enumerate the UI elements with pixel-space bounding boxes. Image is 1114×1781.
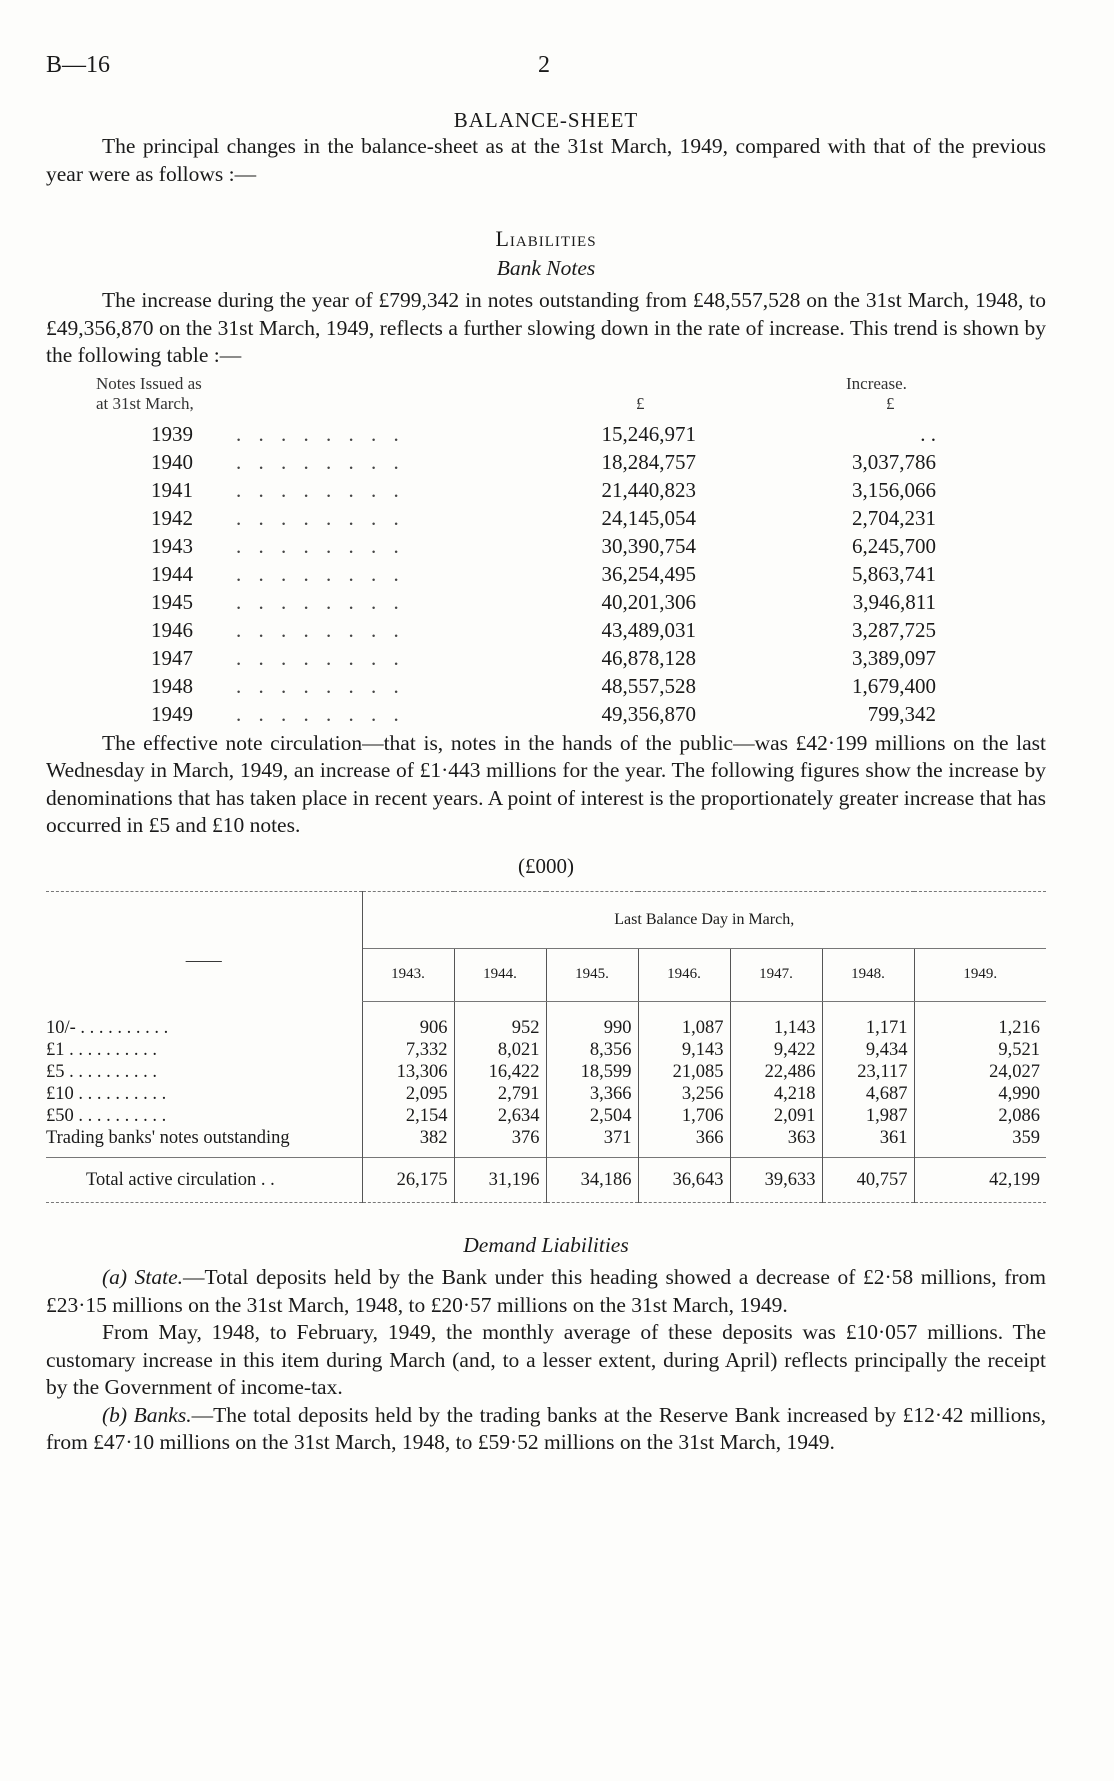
increase-cell: 3,037,786	[852, 449, 936, 474]
value-cell: 990	[546, 1017, 638, 1039]
leader-dots: . . . . . . . .	[236, 673, 405, 698]
banks-paragraph	[46, 1402, 1046, 1457]
col-head-increase-unit: £	[886, 393, 895, 413]
year-cell: 1946	[151, 617, 193, 642]
increase-cell: 5,863,741	[852, 561, 936, 586]
page-number: 2	[538, 52, 550, 78]
notes-row	[46, 450, 946, 478]
leader-dots: . . . . . . . .	[236, 533, 405, 558]
notes-row	[46, 590, 946, 618]
value-cell: 363	[730, 1127, 822, 1149]
value-cell: 9,434	[822, 1039, 914, 1061]
row-label: £10 . . . . . . . . . .	[46, 1083, 167, 1104]
notes-row	[46, 506, 946, 534]
notes-row	[46, 422, 946, 450]
leader-dots: . . . . . . . .	[236, 477, 405, 502]
year-cell: 1944	[151, 561, 193, 586]
total-cell: 36,643	[638, 1158, 730, 1203]
value-cell: 2,091	[730, 1105, 822, 1127]
value-cell: 1,987	[822, 1105, 914, 1127]
total-cell: 42,199	[914, 1158, 1046, 1203]
total-cell: 39,633	[730, 1158, 822, 1203]
denomination-table	[46, 891, 1046, 1204]
value-cell: 23,117	[822, 1061, 914, 1083]
value-cell: 382	[362, 1127, 454, 1149]
leader-dots: . . . . . . . .	[236, 505, 405, 530]
amount-cell: 30,390,754	[601, 533, 696, 558]
bank-notes-paragraph: The increase during the year of £799,342 in notes outstanding from £48,557,528 on the 31st March, 1948, to £49,356,870 on the 31st March, 1949, reflects a further slowing down in the rate of increase. This trend is shown by the following table :—	[46, 288, 1046, 367]
table-row	[46, 1083, 1046, 1105]
value-cell: 376	[454, 1127, 546, 1149]
year-cell: 1943	[151, 533, 193, 558]
table-unit: (£000)	[518, 853, 574, 878]
year-header: 1946.	[638, 948, 730, 1001]
amount-cell: 40,201,306	[601, 589, 696, 614]
state-paragraph	[46, 1264, 1046, 1319]
banks-label: (b) Banks.	[102, 1402, 192, 1427]
leader-dots: . . . . . . . .	[236, 589, 405, 614]
leader-dots: . . . . . . . .	[236, 645, 405, 670]
increase-cell: 799,342	[867, 701, 936, 726]
notes-row	[46, 618, 946, 646]
col-head-at-date: at 31st March,	[96, 393, 194, 413]
increase-cell: 3,156,066	[852, 477, 936, 502]
year-header: 1943.	[362, 948, 454, 1001]
value-cell: 1,216	[914, 1017, 1046, 1039]
year-cell: 1947	[151, 645, 193, 670]
value-cell: 4,687	[822, 1083, 914, 1105]
document-page	[46, 52, 1046, 1457]
notes-row	[46, 478, 946, 506]
state-label: (a) State.	[102, 1265, 184, 1289]
demand-liabilities-heading: Demand Liabilities	[463, 1233, 629, 1257]
amount-cell: 18,284,757	[601, 449, 696, 474]
value-cell: 24,027	[914, 1061, 1046, 1083]
amount-cell: 15,246,971	[601, 421, 696, 446]
banks-text: —The total deposits held by the trading banks at the Reserve Bank increased by £12·42 millions, from £47·10 millions on the 31st March, 1948, to £59·52 millions on the 31st March, 1949.	[46, 1402, 1046, 1454]
table-corner: ——	[46, 891, 362, 1001]
increase-cell: 1,679,400	[852, 673, 936, 698]
total-cell: 34,186	[546, 1158, 638, 1203]
year-header: 1945.	[546, 948, 638, 1001]
total-row	[46, 1158, 1046, 1203]
leader-dots: . . . . . . . .	[236, 561, 405, 586]
state-average-paragraph: From May, 1948, to February, 1949, the monthly average of these deposits was £10·057 millions. The customary increase in this item during March (and, to a lesser extent, during April) reflects principally the receipt by the Government of income-tax.	[46, 1320, 1046, 1399]
year-cell: 1939	[151, 421, 193, 446]
value-cell: 3,256	[638, 1083, 730, 1105]
year-cell: 1949	[151, 701, 193, 726]
row-label: 10/- . . . . . . . . . .	[46, 1017, 169, 1038]
increase-cell: 6,245,700	[852, 533, 936, 558]
year-cell: 1942	[151, 505, 193, 530]
liabilities-heading: Liabilities	[495, 226, 597, 251]
value-cell: 952	[454, 1017, 546, 1039]
total-cell: 31,196	[454, 1158, 546, 1203]
notes-row	[46, 646, 946, 674]
table-row	[46, 1017, 1046, 1039]
increase-cell: . .	[920, 421, 936, 446]
amount-cell: 36,254,495	[601, 561, 696, 586]
leader-dots: . . . . . . . .	[236, 617, 405, 642]
col-head-notes-issued: Notes Issued as	[96, 373, 202, 393]
value-cell: 1,706	[638, 1105, 730, 1127]
value-cell: 9,143	[638, 1039, 730, 1061]
value-cell: 4,990	[914, 1083, 1046, 1105]
total-cell: 26,175	[362, 1158, 454, 1203]
amount-cell: 43,489,031	[601, 617, 696, 642]
value-cell: 3,366	[546, 1083, 638, 1105]
amount-cell: 48,557,528	[601, 673, 696, 698]
notes-row	[46, 534, 946, 562]
col-head-increase: Increase.	[846, 373, 907, 393]
row-label: £5 . . . . . . . . . .	[46, 1061, 157, 1082]
state-text: —Total deposits held by the Bank under this heading showed a decrease of £2·58 millions, from £23·15 millions on the 31st March, 1948, to £20·57 millions on the 31st March, 1949.	[46, 1265, 1046, 1317]
year-cell: 1948	[151, 673, 193, 698]
value-cell: 906	[362, 1017, 454, 1039]
amount-cell: 21,440,823	[601, 477, 696, 502]
notes-row	[46, 702, 946, 730]
increase-cell: 3,287,725	[852, 617, 936, 642]
notes-row	[46, 562, 946, 590]
year-header: 1944.	[454, 948, 546, 1001]
col-head-amount: £	[636, 393, 645, 413]
value-cell: 8,021	[454, 1039, 546, 1061]
increase-cell: 3,389,097	[852, 645, 936, 670]
increase-cell: 3,946,811	[852, 589, 936, 614]
table-row	[46, 1039, 1046, 1061]
value-cell: 366	[638, 1127, 730, 1149]
value-cell: 1,171	[822, 1017, 914, 1039]
value-cell: 18,599	[546, 1061, 638, 1083]
bank-notes-heading: Bank Notes	[496, 256, 596, 280]
value-cell: 361	[822, 1127, 914, 1149]
row-label: Trading banks' notes outstanding	[46, 1127, 290, 1148]
value-cell: 359	[914, 1127, 1046, 1149]
value-cell: 9,422	[730, 1039, 822, 1061]
value-cell: 21,085	[638, 1061, 730, 1083]
year-header: 1948.	[822, 948, 914, 1001]
row-label: £50 . . . . . . . . . .	[46, 1105, 167, 1126]
table-row	[46, 1105, 1046, 1127]
section-title: BALANCE-SHEET	[453, 108, 639, 132]
leader-dots: . . . . . . . .	[236, 421, 405, 446]
value-cell: 2,095	[362, 1083, 454, 1105]
year-cell: 1945	[151, 589, 193, 614]
value-cell: 1,087	[638, 1017, 730, 1039]
leader-dots: . . . . . . . .	[236, 449, 405, 474]
value-cell: 2,154	[362, 1105, 454, 1127]
amount-cell: 46,878,128	[601, 645, 696, 670]
value-cell: 371	[546, 1127, 638, 1149]
value-cell: 22,486	[730, 1061, 822, 1083]
value-cell: 2,634	[454, 1105, 546, 1127]
increase-cell: 2,704,231	[852, 505, 936, 530]
amount-cell: 49,356,870	[601, 701, 696, 726]
year-header: 1947.	[730, 948, 822, 1001]
value-cell: 4,218	[730, 1083, 822, 1105]
notes-issued-table	[46, 370, 1046, 730]
value-cell: 8,356	[546, 1039, 638, 1061]
value-cell: 16,422	[454, 1061, 546, 1083]
value-cell: 13,306	[362, 1061, 454, 1083]
table-row	[46, 1127, 1046, 1149]
year-cell: 1940	[151, 449, 193, 474]
value-cell: 7,332	[362, 1039, 454, 1061]
value-cell: 2,791	[454, 1083, 546, 1105]
value-cell: 2,504	[546, 1105, 638, 1127]
circulation-paragraph: The effective note circulation—that is, notes in the hands of the public—was £42·199 millions on the last Wednesday in March, 1949, an increase of £1·443 millions for the year. The following figures show the increase by denominations that has taken place in recent years. A point of interest is the proportionately greater increase that has occurred in £5 and £10 notes.	[46, 730, 1046, 837]
total-cell: 40,757	[822, 1158, 914, 1203]
year-cell: 1941	[151, 477, 193, 502]
leader-dots: . . . . . . . .	[236, 701, 405, 726]
document-code: B—16	[46, 52, 111, 78]
total-label: Total active circulation . .	[46, 1158, 362, 1203]
value-cell: 9,521	[914, 1039, 1046, 1061]
year-header: 1949.	[914, 948, 1046, 1001]
group-header: Last Balance Day in March,	[362, 891, 1046, 948]
notes-row	[46, 674, 946, 702]
value-cell: 2,086	[914, 1105, 1046, 1127]
amount-cell: 24,145,054	[601, 505, 696, 530]
table-row	[46, 1061, 1046, 1083]
row-label: £1 . . . . . . . . . .	[46, 1039, 157, 1060]
intro-paragraph: The principal changes in the balance-sheet as at the 31st March, 1949, compared with that of the previous year were as follows :—	[46, 134, 1046, 186]
value-cell: 1,143	[730, 1017, 822, 1039]
page-header	[46, 52, 1046, 88]
